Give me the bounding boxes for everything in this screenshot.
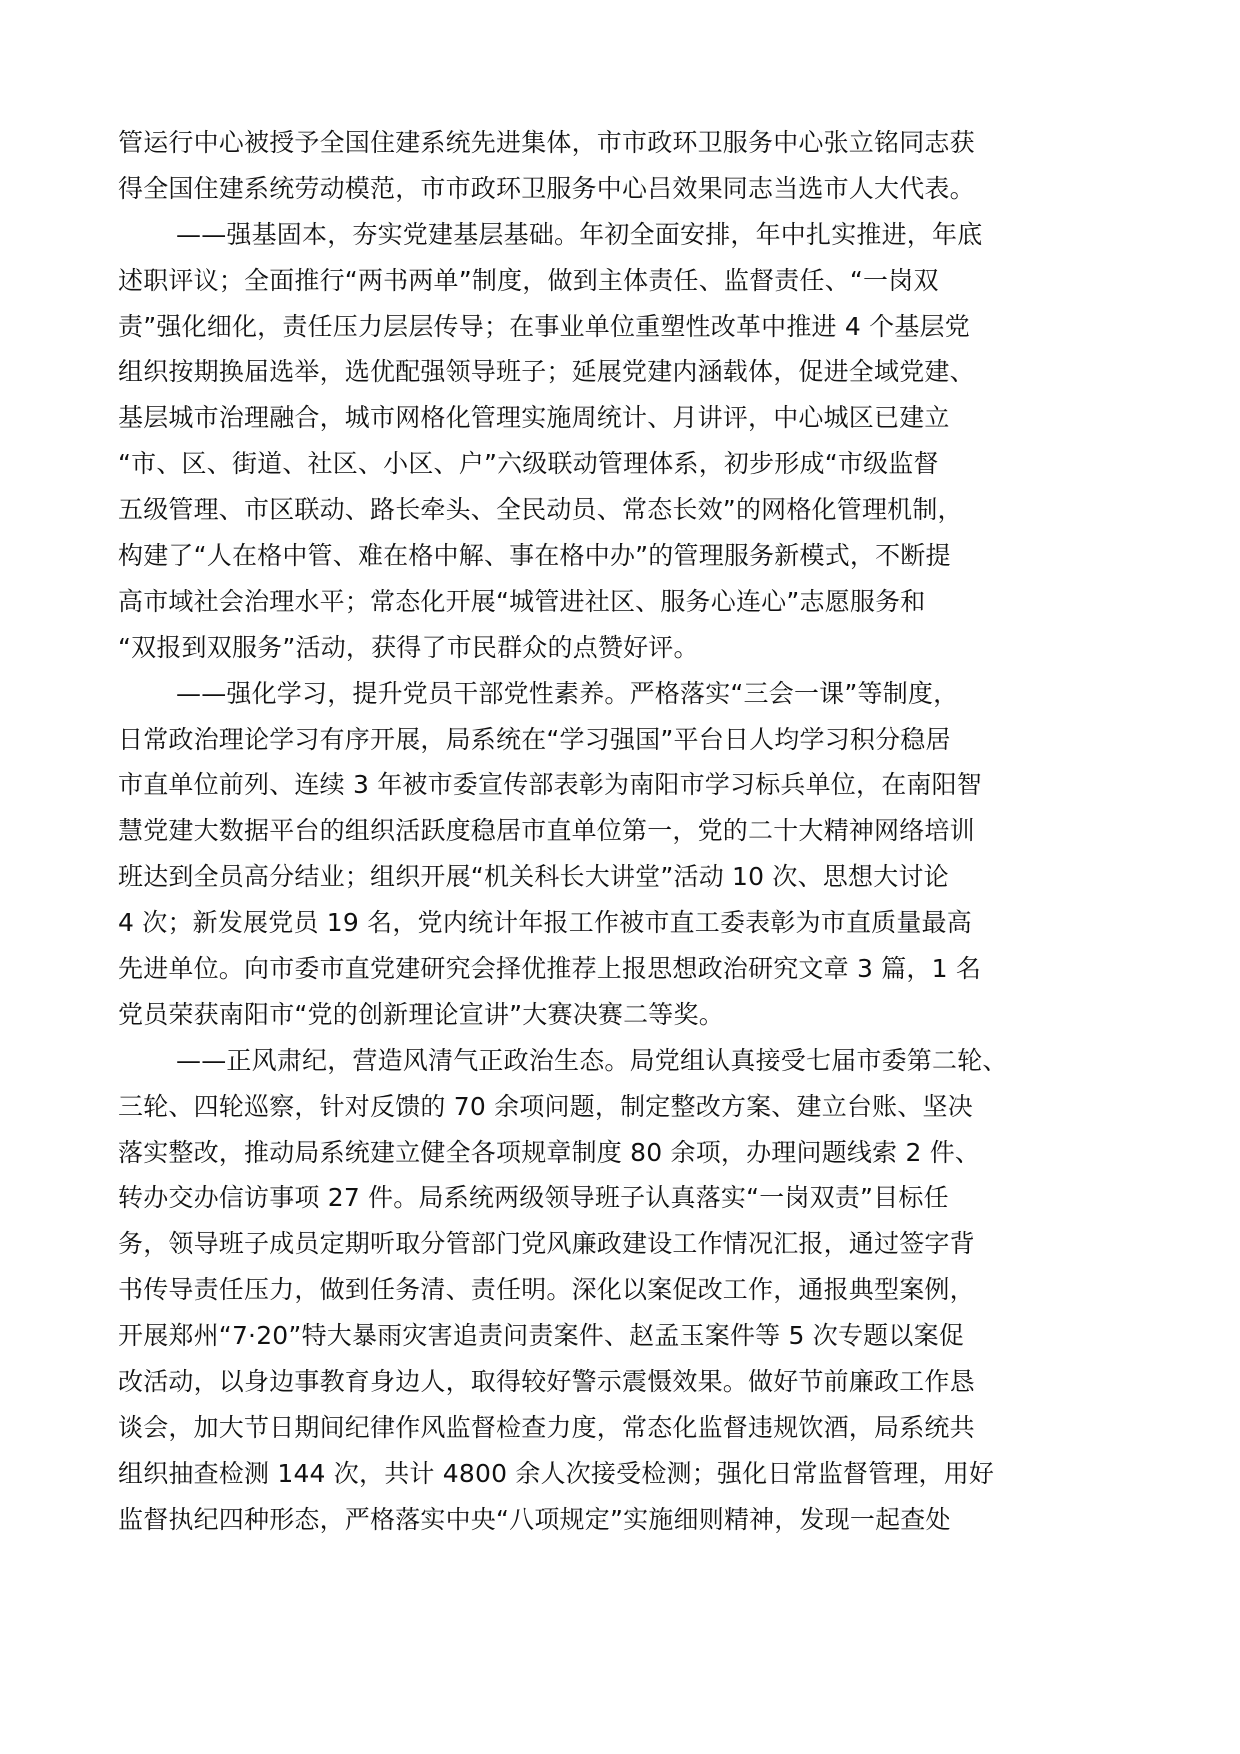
text-line: 责”强化细化，责任压力层层传导；在事业单位重塑性改革中推进 4 个基层党 — [118, 311, 970, 341]
text-line: 得全国住建系统劳动模范，市市政环卫服务中心吕效果同志当选市人大代表。 — [118, 173, 975, 203]
text-line: 慧党建大数据平台的组织活跃度稳居市直单位第一，党的二十大精神网络培训 — [118, 816, 975, 846]
section-heading-line: ——正风肃纪，营造风清气正政治生态。局党组认真接受七届市委第二轮、 — [176, 1045, 1008, 1075]
text-line: 党员荣获南阳市“党的创新理论宣讲”大赛决赛二等奖。 — [118, 999, 724, 1029]
text-line: 构建了“人在格中管、难在格中解、事在格中办”的管理服务新模式，不断提 — [118, 541, 951, 571]
section-heading-line: ——强化学习，提升党员干部党性素养。严格落实“三会一课”等制度， — [176, 678, 959, 708]
text-line: 五级管理、市区联动、路长牵头、全民动员、常态长效”的网格化管理机制， — [118, 495, 963, 525]
text-line: 组织按期换届选举，选优配强领导班子；延展党建内涵载体，促进全域党建、 — [118, 357, 975, 387]
text-line: 谈会，加大节日期间纪律作风监督检查力度，常态化监督违规饮酒，局系统共 — [118, 1412, 975, 1442]
text-line: 日常政治理论学习有序开展，局系统在“学习强国”平台日人均学习积分稳居 — [118, 724, 951, 754]
text-line: 务，领导班子成员定期听取分管部门党风廉政建设工作情况汇报，通过签字背 — [118, 1229, 975, 1259]
text-line: 述职评议；全面推行“两书两单”制度，做到主体责任、监督责任、“一岗双 — [118, 265, 939, 295]
text-line: 落实整改，推动局系统建立健全各项规章制度 80 余项，办理问题线索 2 件、 — [118, 1137, 981, 1167]
text-line: 4 次；新发展党员 19 名，党内统计年报工作被市直工委表彰为市直质量最高 — [118, 908, 972, 938]
text-line: 组织抽查检测 144 次，共计 4800 余人次接受检测；强化日常监督管理，用好 — [118, 1458, 995, 1488]
text-line: “市、区、街道、社区、小区、户”六级联动管理体系，初步形成“市级监督 — [118, 449, 939, 479]
text-line: 书传导责任压力，做到任务清、责任明。深化以案促改工作，通报典型案例， — [118, 1275, 975, 1305]
text-line: “双报到双服务”活动，获得了市民群众的点赞好评。 — [118, 632, 699, 662]
body-text — [118, 120, 1126, 1543]
text-line: 转办交办信访事项 27 件。局系统两级领导班子认真落实“一岗双责”目标任 — [118, 1183, 949, 1213]
text-line: 三轮、四轮巡察，针对反馈的 70 余项问题，制定整改方案、建立台账、坚决 — [118, 1091, 973, 1121]
text-line: 开展郑州“7·20”特大暴雨灾害追责问责案件、赵孟玉案件等 5 次专题以案促 — [118, 1321, 964, 1351]
section-heading-line: ——强基固本，夯实党建基层基础。年初全面安排，年中扎实推进，年底 — [176, 219, 983, 249]
text-line: 监督执纪四种形态，严格落实中央“八项规定”实施细则精神，发现一起查处 — [118, 1504, 951, 1534]
text-line: 管运行中心被授予全国住建系统先进集体，市市政环卫服务中心张立铭同志获 — [118, 128, 975, 157]
text-line: 基层城市治理融合，城市网格化管理实施周统计、月讲评，中心城区已建立 — [118, 403, 950, 433]
text-line: 班达到全员高分结业；组织开展“机关科长大讲堂”活动 10 次、思想大讨论 — [118, 862, 949, 892]
text-line: 市直单位前列、连续 3 年被市委宣传部表彰为南阳市学习标兵单位，在南阳智 — [118, 770, 983, 800]
text-line: 高市域社会治理水平；常态化开展“城管进社区、服务心连心”志愿服务和 — [118, 586, 926, 616]
text-line: 先进单位。向市委市直党建研究会择优推荐上报思想政治研究文章 3 篇，1 名 — [118, 954, 982, 984]
text-line: 改活动，以身边事教育身边人，取得较好警示震慑效果。做好节前廉政工作恳 — [118, 1367, 975, 1397]
